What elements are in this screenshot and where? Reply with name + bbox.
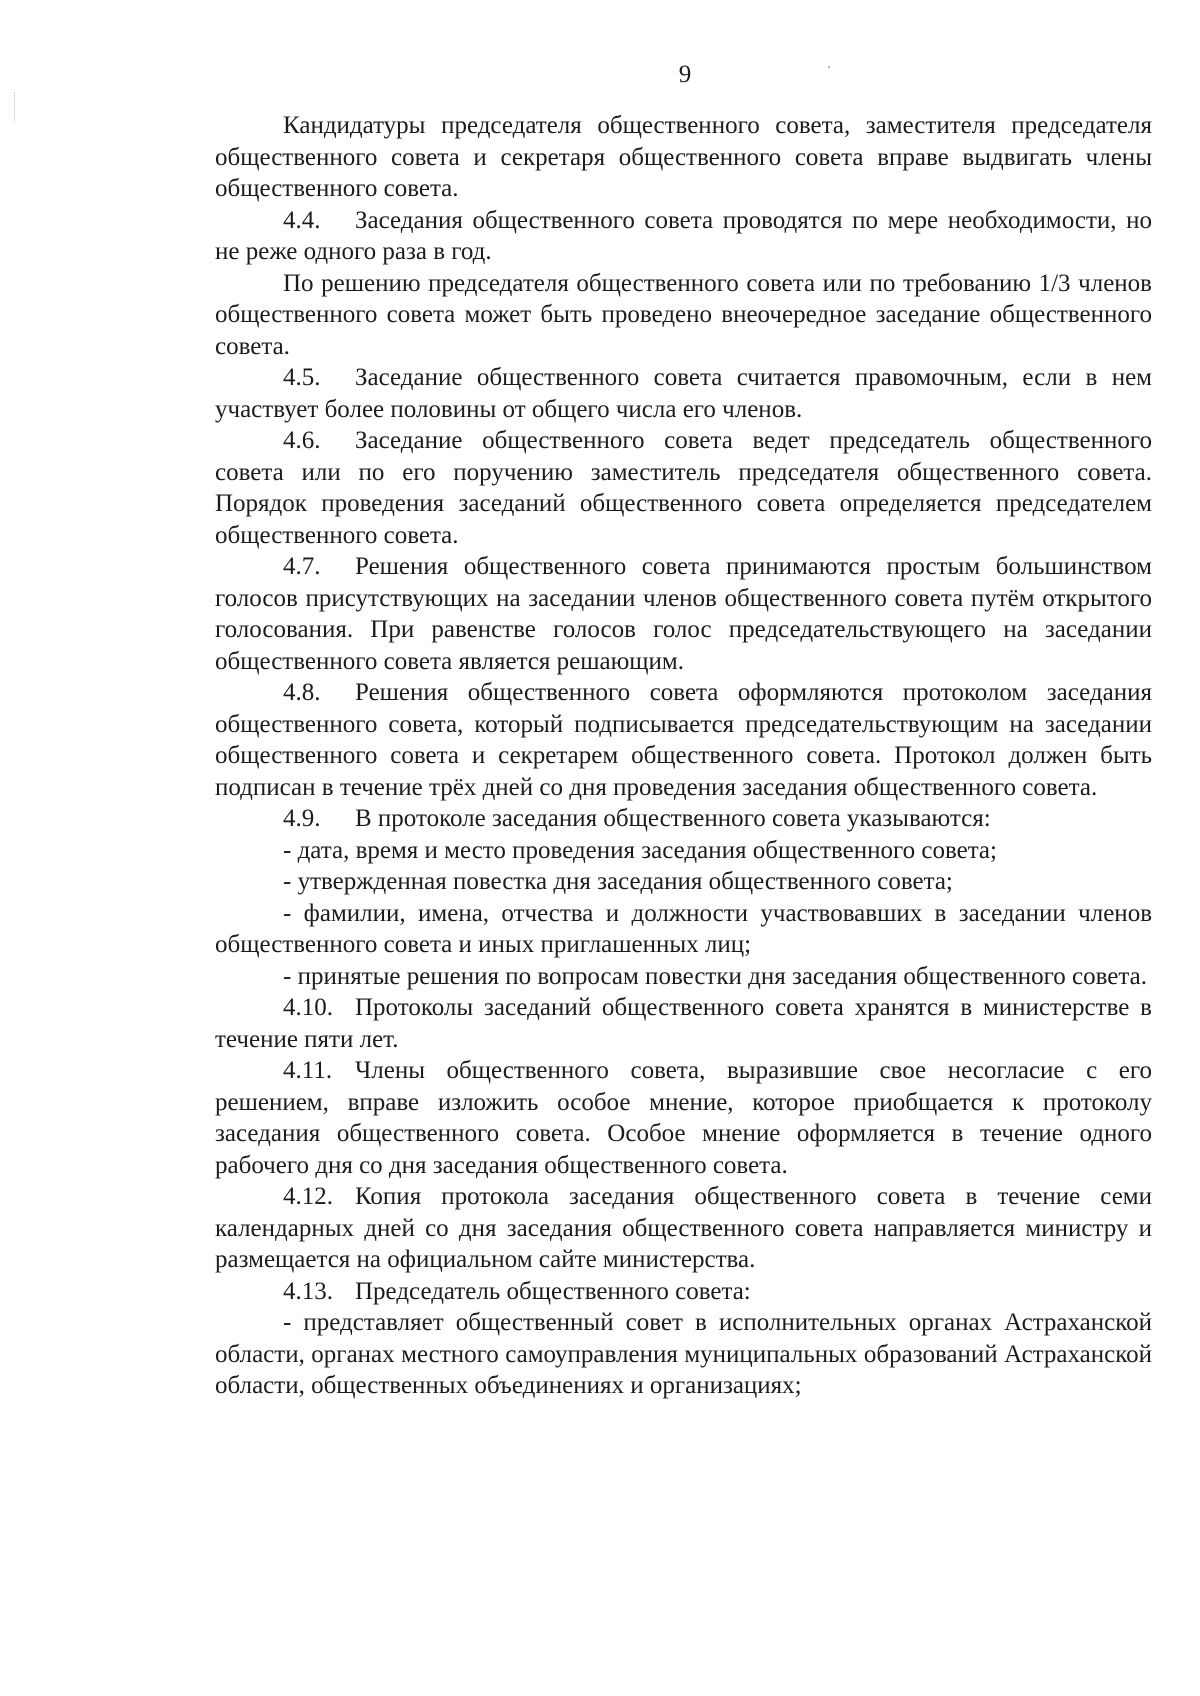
paragraph-text: Копия протокола заседания общественного совета в течение семи календарных дней со дня заседания общественного совета направляется министру и размещается на официальном сайте министерства. <box>215 1183 1152 1273</box>
paragraph-text: - принятые решения по вопросам повестки дня заседания общественного совета. <box>283 962 1147 990</box>
clause-number: 4.13. <box>283 1277 333 1305</box>
list-item <box>215 866 1152 898</box>
clause-number: 4.9. <box>283 805 321 832</box>
clause-4-4 <box>215 205 1152 268</box>
paragraph-text: - утвержденная повестка дня заседания общественного совета; <box>283 868 953 895</box>
paragraph-text: Заседание общественного совета ведет председатель общественного совета или по его поручению заместитель председателя общественного совета. Порядок проведения заседаний общественного совета определяется председателем общественного совета. <box>215 427 1152 549</box>
clause-number: 4.5. <box>283 364 321 391</box>
clause-number: 4.12. <box>283 1183 333 1210</box>
list-item <box>215 961 1152 993</box>
clause-4-13 <box>215 1276 1152 1308</box>
paragraph-text: Заседания общественного совета проводятся по мере необходимости, но не реже одного раза в год. <box>215 206 1152 265</box>
clause-4-7 <box>215 551 1152 677</box>
paragraph-nominations <box>215 110 1152 205</box>
paragraph-text: Решения общественного совета оформляются протоколом заседания общественного совета, который подписывается председательствующим на заседании общественного совета и секретарем общественного совета. Протокол должен быть подписан в течение трёх дней со дня проведения заседания общественного совета. <box>215 679 1152 801</box>
clause-4-12 <box>215 1181 1152 1276</box>
clause-4-11 <box>215 1055 1152 1181</box>
paragraph-extraordinary-meeting <box>215 268 1152 363</box>
paragraph-text: Председатель общественного совета: <box>355 1277 751 1305</box>
clause-4-6 <box>215 425 1152 551</box>
paragraph-text: - представляет общественный совет в исполнительных органах Астраханской области, органах местного самоуправления муниципальных образований Астраханской области, общественных объединениях и организациях; <box>215 1309 1152 1399</box>
clause-4-5 <box>215 362 1152 425</box>
paragraph-text: - фамилии, имена, отчества и должности участвовавших в заседании членов общественного совета и иных приглашенных лиц; <box>215 899 1152 958</box>
clause-number: 4.11. <box>283 1057 333 1084</box>
clause-number: 4.7. <box>283 553 321 580</box>
document-body <box>215 110 1152 1402</box>
clause-number: 4.10. <box>283 994 333 1021</box>
list-item <box>215 835 1152 867</box>
paragraph-text: Кандидатуры председателя общественного совета, заместителя председателя общественного совета и секретаря общественного совета вправе выдвигать члены общественного совета. <box>215 112 1152 202</box>
clause-number: 4.8. <box>283 679 321 706</box>
paragraph-text: Члены общественного совета, выразившие свое несогласие с его решением, вправе изложить особое мнение, которое приобщается к протоколу заседания общественного совета. Особое мнение оформляется в течение одного рабочего дня со дня заседания общественного совета. <box>215 1057 1152 1179</box>
paragraph-text: Протоколы заседаний общественного совета хранятся в министерстве в течение пяти лет. <box>215 994 1152 1053</box>
paragraph-text: Заседание общественного совета считается правомочным, если в нем участвует более половины от общего числа его членов. <box>215 364 1152 423</box>
page-number: 9 <box>678 61 692 88</box>
paragraph-text: В протоколе заседания общественного совета указываются: <box>355 805 991 832</box>
paragraph-text: - дата, время и место проведения заседания общественного совета; <box>283 836 997 864</box>
clause-number: 4.4. <box>283 206 321 234</box>
paragraph-text: По решению председателя общественного совета или по требованию 1/3 членов общественного совета может быть проведено внеочередное заседание общественного совета. <box>215 269 1152 360</box>
clause-4-9 <box>215 803 1152 835</box>
scan-margin-mark <box>14 92 16 122</box>
paragraph-text: Решения общественного совета принимаются простым большинством голосов присутствующих на заседании членов общественного совета путём открытого голосования. При равенстве голосов голос председательствующего на заседании общественного совета является решающим. <box>215 553 1152 675</box>
list-item <box>215 898 1152 961</box>
clause-number: 4.6. <box>283 427 321 454</box>
clause-4-8 <box>215 677 1152 803</box>
list-item <box>215 1307 1152 1402</box>
clause-4-10 <box>215 992 1152 1055</box>
